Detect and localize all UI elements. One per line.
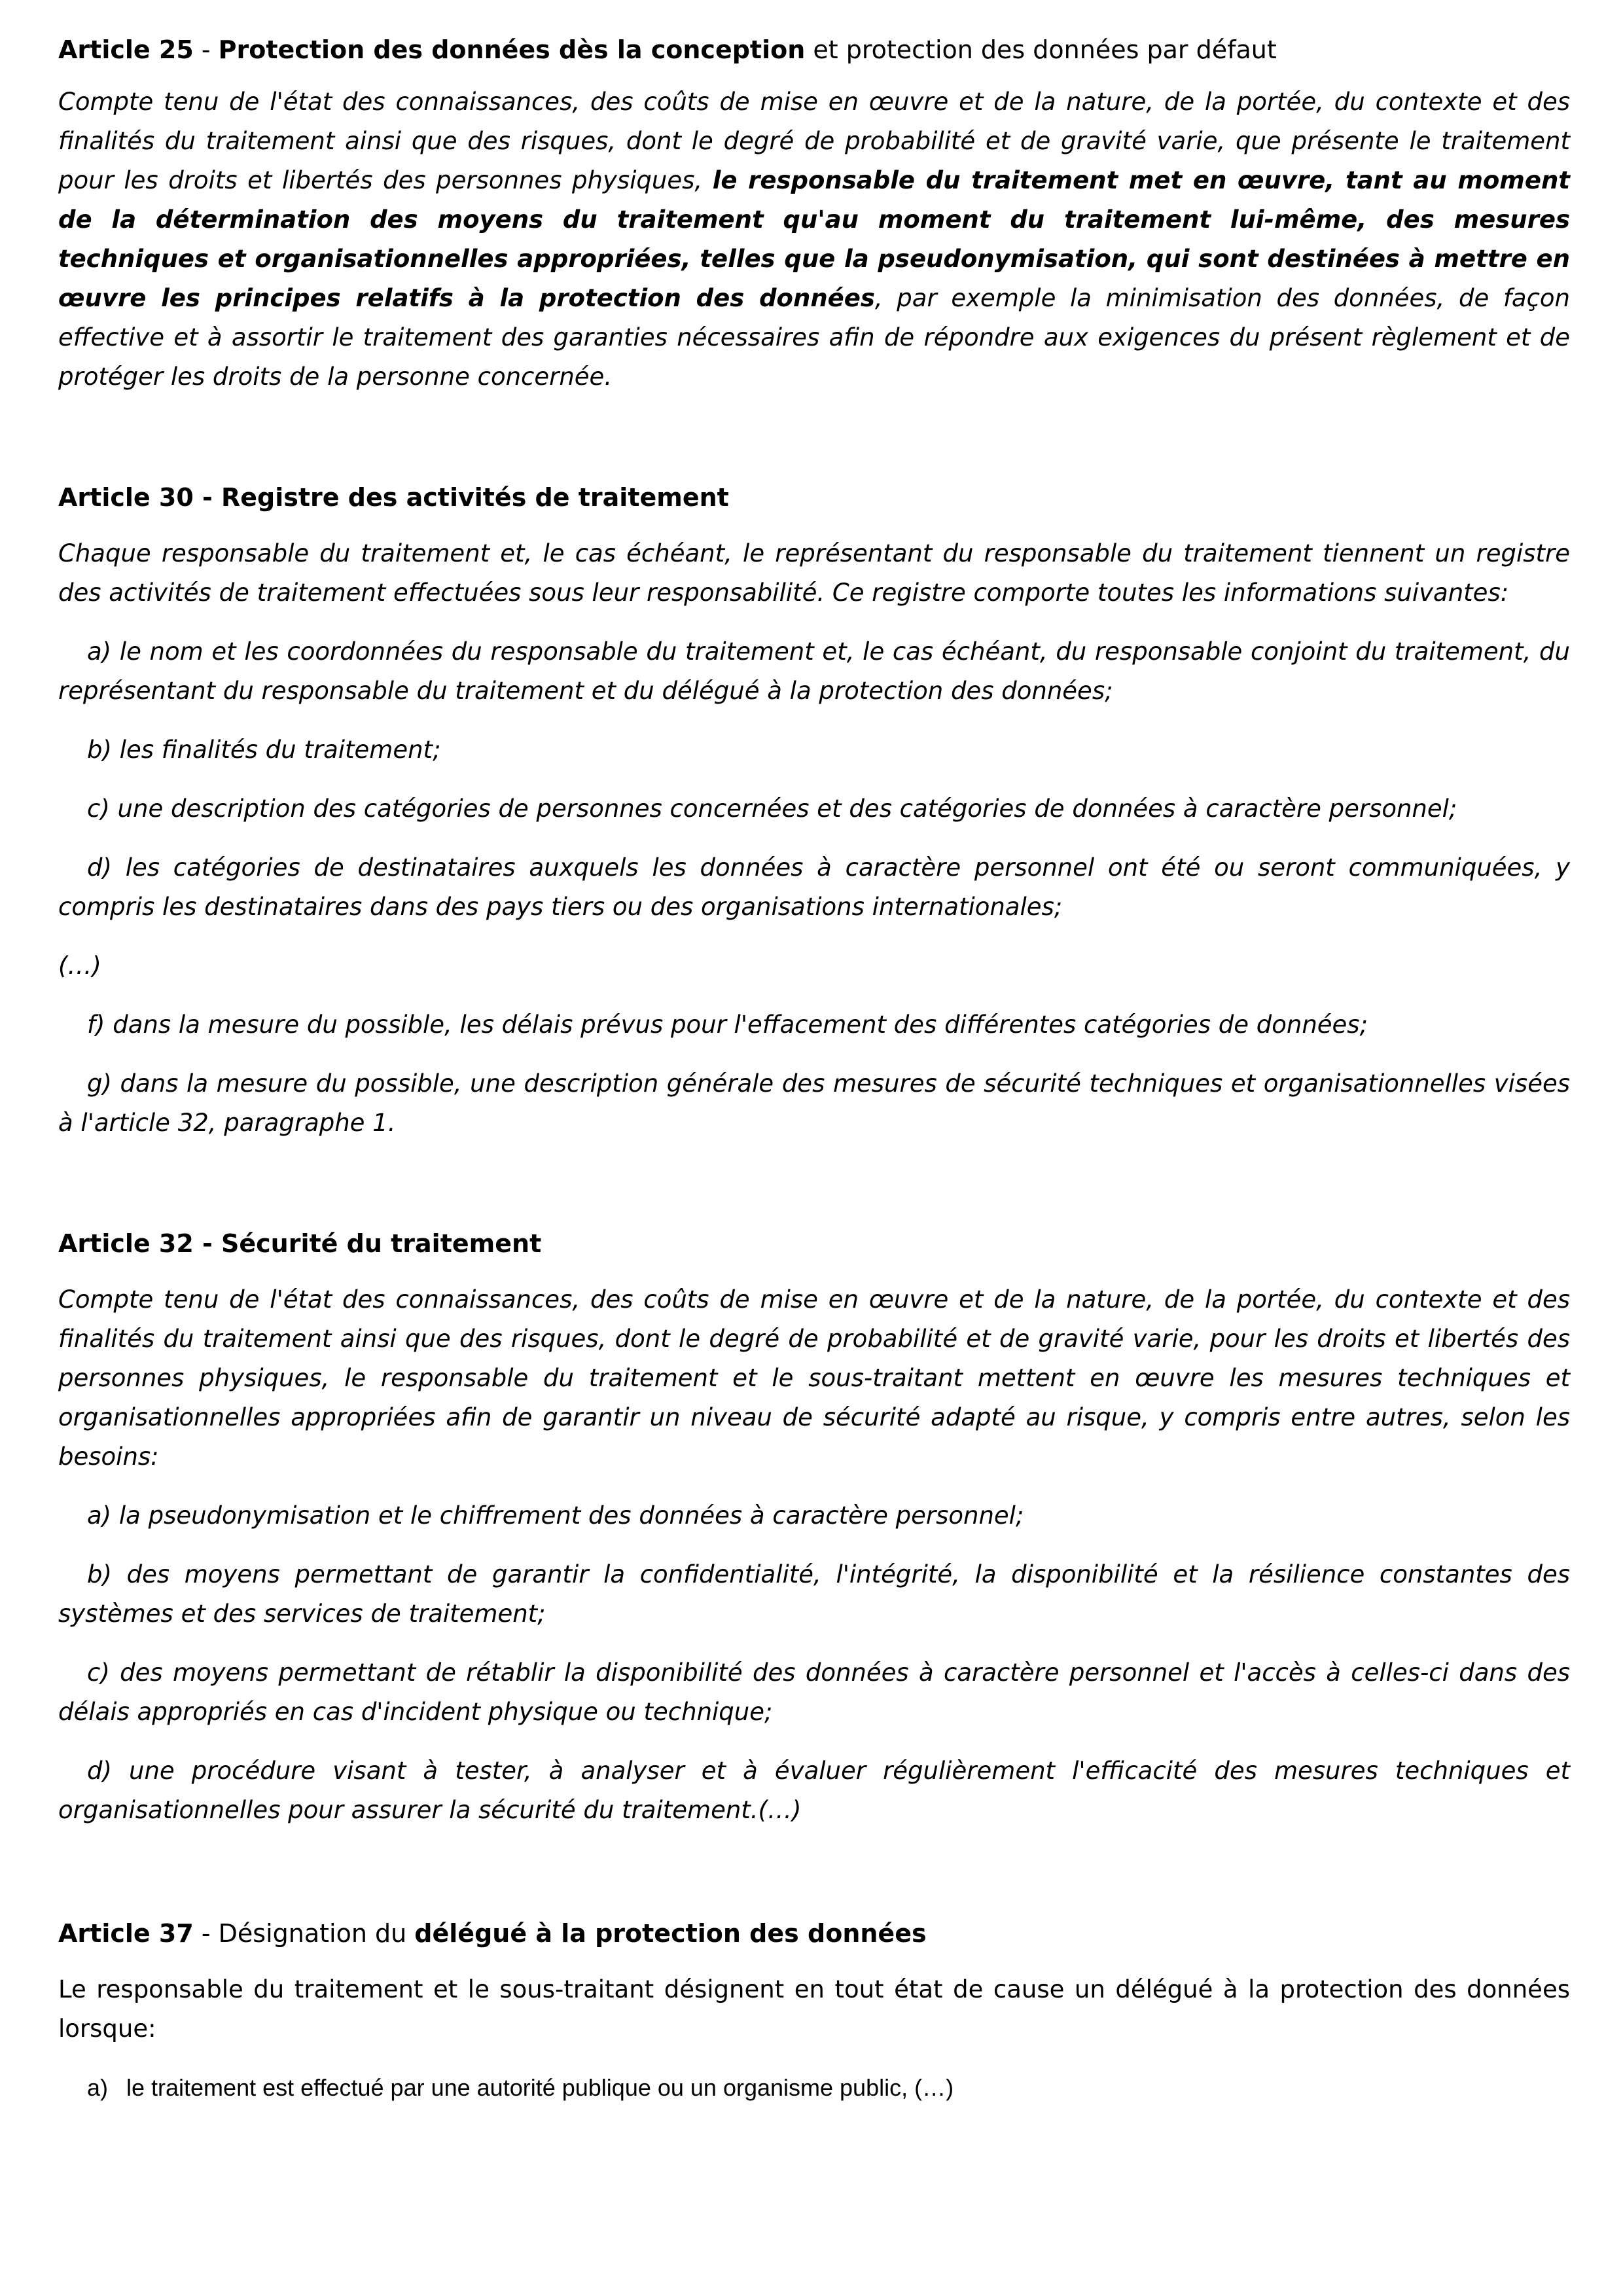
article-25-text-bold: le responsable du traitement met en œuvre, tant au moment de la détermination des moyens du traitement qu'au moment du traitement lui-même, des mesures techniques et organisationnelles appropriées, telles que la pseudonymisation, qui sont destinées à mettre en œuvre les principes relatifs à la protection des données xyxy=(58,166,1570,312)
list-item: a) la pseudonymisation et le chiffrement des données à caractère personnel; xyxy=(87,1501,1024,1530)
article-25-title-rest: et protection des données par défaut xyxy=(805,35,1277,64)
article-37-intro: Le responsable du traitement et le sous-traitant désignent en tout état de cause un délégué à la protection des données lorsque: xyxy=(58,1975,1570,2043)
article-25-title-bold: Protection des données dès la conception xyxy=(218,35,806,64)
article-32-heading-text: Article 32 - Sécurité du traitement xyxy=(58,1229,542,1258)
article-25-sep: - xyxy=(193,35,219,64)
article-30-intro: Chaque responsable du traitement et, le cas échéant, le représentant du responsable du traitement tiennent un registre des activités de traitement effectuées sous leur responsabilité. Ce registre comporte toutes les informations suivantes: xyxy=(58,539,1570,607)
list-item-text: le traitement est effectué par une autorité publique ou un organisme public, (…) xyxy=(126,2074,954,2101)
list-item: d) une procédure visant à tester, à analyser et à évaluer régulièrement l'efficacité des mesures techniques et organisationnelles pour assurer la sécurité du traitement.(…) xyxy=(58,1757,1570,1824)
article-32-intro: Compte tenu de l'état des connaissances, des coûts de mise en œuvre et de la nature, de la portée, du contexte et des finalités du traitement ainsi que des risques, dont le degré de probabilité et de gravité varie, pour les droits et libertés des personnes physiques, le responsable du traitement et le sous-traitant mettent en œuvre les mesures techniques et organisationnelles appropriées afin de garantir un niveau de sécurité adapté au risque, y compris entre autres, selon les besoins: xyxy=(58,1285,1570,1471)
article-25-text-end: , par exemple la minimisation des données, de façon effective et à assortir le traitement des garanties nécessaires afin de répondre aux exigences du présent règlement et de protéger les droits de la personne concernée. xyxy=(58,284,1570,391)
list-item: g) dans la mesure du possible, une description générale des mesures de sécurité techniques et organisationnelles visées à l'article 32, paragraphe 1. xyxy=(58,1069,1570,1137)
article-32-list xyxy=(58,1496,1570,1830)
list-item xyxy=(58,2068,1570,2108)
list-item: c) une description des catégories de personnes concernées et des catégories de données à caractère personnel; xyxy=(87,795,1457,823)
list-item: c) des moyens permettant de rétablir la disponibilité des données à caractère personnel et l'accès à celles-ci dans des délais appropriés en cas d'incident physique ou technique; xyxy=(58,1659,1570,1726)
article-37-section xyxy=(58,1916,1570,2108)
article-30-heading xyxy=(58,480,1570,514)
article-37-title-bold: délégué à la protection des données xyxy=(414,1919,927,1948)
article-30-heading-text: Article 30 - Registre des activités de traitement xyxy=(58,483,729,512)
list-item: b) les finalités du traitement; xyxy=(87,736,441,764)
article-25-ref: Article 25 xyxy=(58,35,194,64)
list-item: a) le nom et les coordonnées du responsable du traitement et, le cas échéant, du responsable conjoint du traitement, du représentant du responsable du traitement et du délégué à la protection des données; xyxy=(58,637,1570,705)
article-25-heading xyxy=(58,33,1570,67)
article-25-text-start: Compte tenu de l'état des connaissances, des coûts de mise en œuvre et de la nature, de la portée, du contexte et des finalités du traitement ainsi que des risques, dont le degré de probabilité et de gravité varie, que présente le traitement pour les droits et libertés des personnes physiques, xyxy=(58,88,1570,194)
article-32-heading xyxy=(58,1227,1570,1261)
article-37-heading xyxy=(58,1916,1570,1950)
article-25-paragraph xyxy=(58,82,1570,397)
article-37-sep: - Désignation du xyxy=(193,1919,415,1948)
article-32-section xyxy=(58,1227,1570,1830)
list-item: b) des moyens permettant de garantir la confidentialité, l'intégrité, la disponibilité et la résilience constantes des systèmes et des services de traitement; xyxy=(58,1560,1570,1628)
list-marker: a) xyxy=(87,2074,109,2101)
article-30-list xyxy=(58,632,1570,1143)
article-25-section xyxy=(58,33,1570,397)
article-37-ref: Article 37 xyxy=(58,1919,194,1948)
list-item: d) les catégories de destinataires auxquels les données à caractère personnel ont été ou seront communiquées, y compris les destinataires dans des pays tiers ou des organisations internationales; xyxy=(58,853,1570,921)
article-30-section xyxy=(58,480,1570,1143)
list-item: f) dans la mesure du possible, les délais prévus pour l'effacement des différentes catégories de données; xyxy=(87,1011,1368,1039)
document-page xyxy=(58,33,1570,2108)
ellipsis: (…) xyxy=(58,952,101,980)
